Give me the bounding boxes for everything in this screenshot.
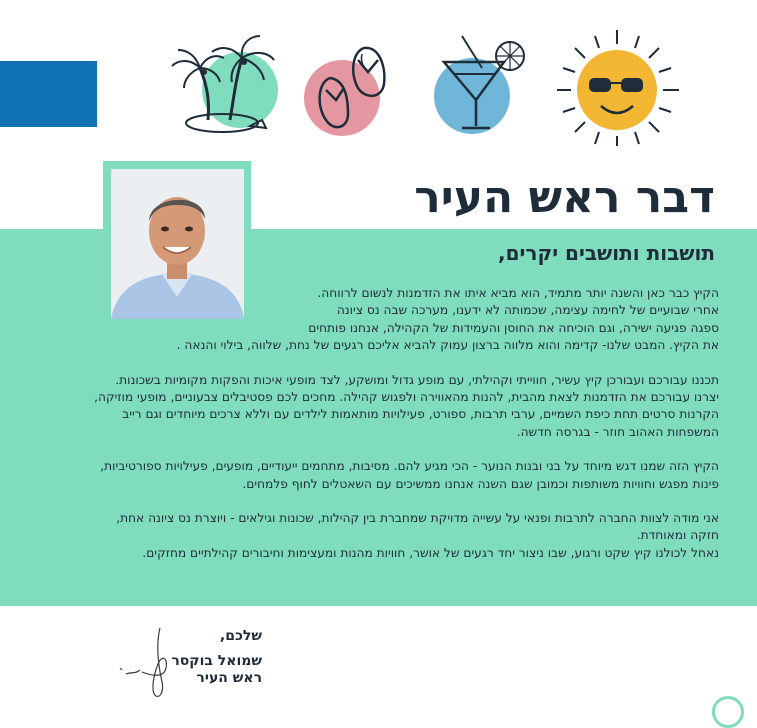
text-line: נאחל לכולנו קיץ שקט ורגוע, שבו ניצור יחד רגעים של אושר, חוויות מהנות ומעצימות וחיבורים קהילתיים מחזקים.: [142, 545, 719, 560]
text-line: הקרנות סרטים תחת כיפת השמיים, ערבי תרבות, ספורט, פעילויות מותאמות לילדים עם וללא צרכים מיוחדים וגם רייב: [122, 407, 719, 422]
signer-role: ראש העיר: [196, 670, 262, 686]
greeting: תושבות ותושבים יקרים,: [498, 241, 715, 265]
signature-block: [171, 628, 262, 687]
text-line: את הקיץ. המבט שלנו- קדימה והוא מלווה ברצון עמוק להביא אליכם רגעים של נחת, שלווה, בילוי והנאה .: [176, 338, 719, 353]
text-line: הקיץ הזה שמנו דגש מיוחד על בני ובנות הנוער - הכי מגיע להם. מסיבות, מתחמים ייעודיים, מופעים, פעילויות ספורטיביות,: [100, 459, 719, 474]
palm-trees-icon: [160, 28, 290, 146]
text-line: המשפחות האהוב חוזר - בגרסה חדשה.: [516, 424, 719, 439]
text-line: פינות מפגש וחוויות משותפות וכמובן שגם השנה אנחנו ממשיכים עם השאטלים לחוף פלמחים.: [242, 476, 719, 491]
cocktail-glass-icon: [422, 28, 552, 146]
handwritten-signature: [112, 624, 172, 700]
corner-decoration: [712, 696, 744, 728]
signer-name: שמואל בוקסר: [171, 653, 262, 669]
text-line: ספגה פגיעה ישירה, וגם הוכיחה את החוסן והעמידות של הקהילה, אנחנו פותחים: [308, 320, 719, 335]
summer-icons-row: [160, 28, 680, 146]
sun-with-sunglasses-icon: [555, 28, 685, 146]
paragraph-2: [34, 372, 719, 442]
text-line: תכננו עבורכם ועבורכן קיץ עשיר, חווייתי וקהילתי, עם מופע גדול ומושקע, לצד מופעי איכות והפקות מקומיות בשכונות.: [115, 372, 719, 387]
text-line: הקיץ כבר כאן והשנה יותר מתמיד, הוא מביא איתו את הזדמנות לנשום לרווחה.: [317, 286, 719, 300]
text-line: אני מודה לצוות החברה לתרבות ופנאי על עשייה מדויקת שמחברת בין קהילות, שכונות וגילאים - ויוצרת נס ציונה אחת,: [116, 511, 719, 526]
text-line: יצרנו עבורכם את הזדמנות לצאת מהבית, להנות מהאווירה ולפגוש קהילה. מחכים לכם פסטיבלים צבעוניים, מופעי מוזיקה,: [94, 390, 719, 405]
decorative-blue-tab: [0, 61, 97, 127]
paragraph-4: [34, 510, 719, 562]
text-line: אחרי שבועיים של לחימה עצימה, שכמותה לא ידענו, מערכה שבה נס ציונה: [336, 303, 719, 318]
paragraph-3: [34, 458, 719, 493]
article-body: [34, 285, 719, 579]
signoff: שלכם,: [219, 628, 262, 644]
flip-flops-icon: [290, 28, 420, 146]
paragraph-1: [34, 285, 719, 355]
page-title: דבר ראש העיר: [414, 172, 715, 223]
text-line: חזקה ומאוחדת.: [636, 528, 719, 543]
